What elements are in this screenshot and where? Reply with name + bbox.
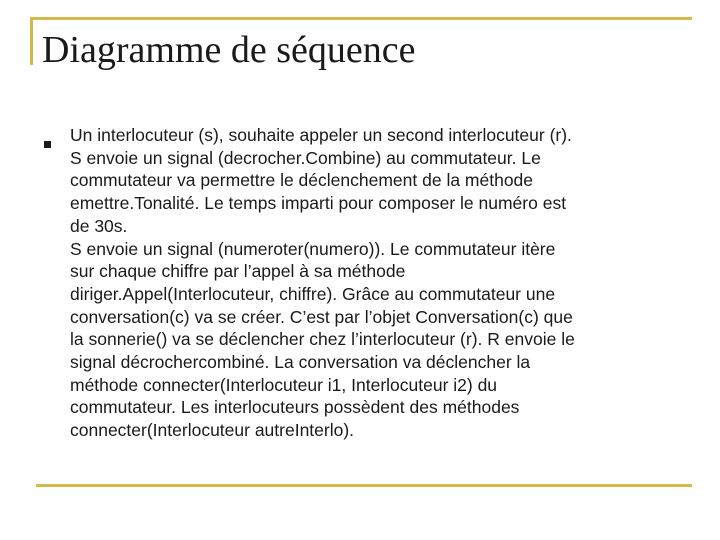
- bullet-text: [70, 124, 690, 442]
- slide-title: Diagramme de séquence: [42, 29, 416, 71]
- text-line: Un interlocuteur (s), souhaite appeler un second interlocuteur (r).: [70, 125, 572, 145]
- bottom-rule: [36, 484, 692, 487]
- text-line: méthode connecter(Interlocuteur i1, Interlocuteur i2) du: [70, 374, 498, 395]
- text-line: commutateur va permettre le déclenchement de la méthode: [70, 170, 534, 191]
- text-line: conversation(c) va se créer. C’est par l’objet Conversation(c) que: [70, 306, 573, 327]
- text-line: la sonnerie() va se déclencher chez l’interlocuteur (r). R envoie le: [70, 329, 575, 350]
- square-bullet-icon: [44, 141, 51, 148]
- text-line: commutateur. Les interlocuteurs possèdent des méthodes: [70, 397, 520, 418]
- text-line: signal décrochercombiné. La conversation va déclencher la: [70, 352, 531, 373]
- text-line: connecter(Interlocuteur autreInterlo).: [70, 420, 355, 441]
- text-line: de 30s.: [70, 215, 128, 236]
- text-line: S envoie un signal (decrocher.Combine) au commutateur. Le: [70, 147, 541, 168]
- text-line: diriger.Appel(Interlocuteur, chiffre). Grâce au commutateur une: [70, 283, 556, 304]
- text-line: emettre.Tonalité. Le temps imparti pour composer le numéro est: [70, 193, 567, 214]
- title-frame-left-rule: [30, 17, 33, 65]
- text-line: sur chaque chiffre par l’appel à sa méthode: [70, 261, 406, 282]
- title-frame-top-rule: [30, 17, 692, 20]
- text-line: S envoie un signal (numeroter(numero)). Le commutateur itère: [70, 238, 556, 259]
